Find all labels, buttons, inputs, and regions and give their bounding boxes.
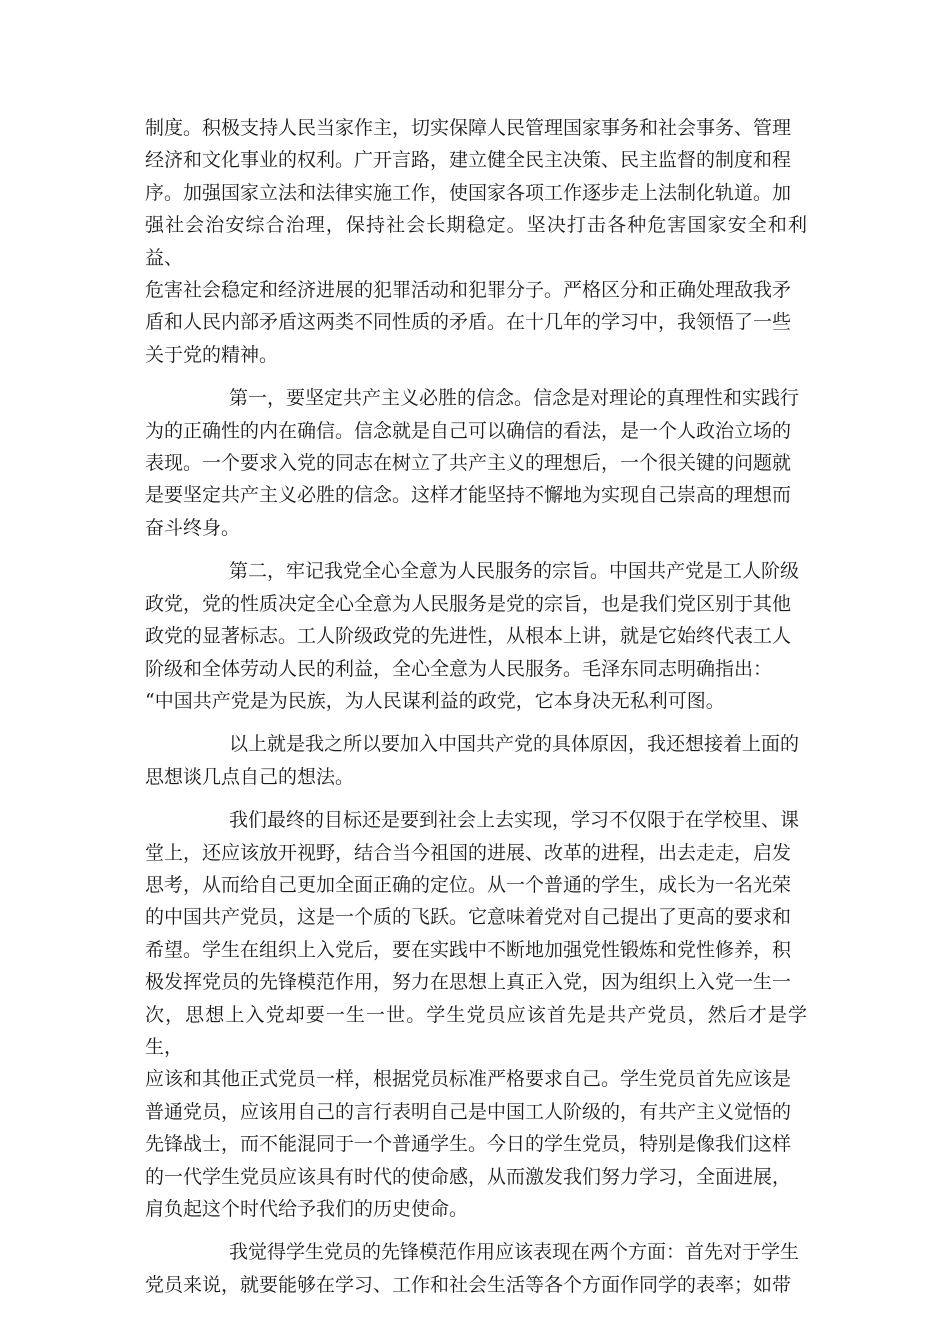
paragraph-4: 以上就是我之所以要加入中国共产党的具体原因，我还想接着上面的 思想谈几点自己的想法。 <box>145 733 800 788</box>
paragraph-3: 第二，牢记我党全心全意为人民服务的宗旨。中国共产党是工人阶级 政党，党的性质决定全心全意为人民服务是党的宗旨，也是我们党区别于其他 政党的显著标志。工人阶级政党的先进性，从根本上讲，就是它始终代表工人 阶级和全体劳动人民的利益，全心全意为人民服务。毛泽东同志明确指出： “中国共产党是为民族，为人民谋利益的政党，它本身决无私利可图。 <box>145 560 800 712</box>
paragraph-1: 制度。积极支持人民当家作主，切实保障人民管理国家事务和社会事务、管理 经济和文化事业的权利。广开言路，建立健全民主决策、民主监督的制度和程 序。加强国家立法和法律实施工作，使国家各项工作逐步走上法制化轨道。加 强社会治安综合治理，保持社会长期稳定。坚决打击各种危害国家安全和利益、 危害社会稳定和经济进展的犯罪活动和犯罪分子。严格区分和正确处理敌我矛 盾和人民内部矛盾这两类不同性质的矛盾。在十几年的学习中，我领悟了一些 关于党的精神。 <box>145 117 807 366</box>
paragraph-5: 我们最终的目标还是要到社会上去实现，学习不仅限于在学校里、课 堂上，还应该放开视野，结合当今祖国的进展、改革的进程，出去走走，启发 思考，从而给自己更加全面正确的定位。从一个普通的学生，成长为一名光荣 的中国共产党员，这是一个质的飞跃。它意味着党对自己提出了更高的要求和 希望。学生在组织上入党后，要在实践中不断地加强党性锻炼和党性修养，积 极发挥党员的先锋模范作用，努力在思想上真正入党，因为组织上入党一生一 次，思想上入党却要一生一世。学生党员应该首先是共产党员，然后才是学生， 应该和其他正式党员一样，根据党员标准严格要求自己。学生党员首先应该是 普通党员，应该用自己的言行表明自己是中国工人阶级的，有共产主义觉悟的 先锋战士，而不能混同于一个普通学生。今日的学生党员，特别是像我们这样 的一代学生党员应该具有时代的使命感，从而激发我们努力学习，全面进展， 肩负起这个时代给予我们的历史使命。 <box>145 809 807 1220</box>
paragraph-6: 我觉得学生党员的先锋模范作用应该表现在两个方面：首先对于学生 党员来说，就要能够在学习、工作和社会生活等各个方面作同学的表率；如带 <box>145 1241 800 1296</box>
document-body <box>145 112 807 1312</box>
paragraph-2: 第一，要坚定共产主义必胜的信念。信念是对理论的真理性和实践行 为的正确性的内在确信。信念就是自己可以确信的看法，是一个人政治立场的 表现。一个要求入党的同志在树立了共产主义的理想后，一个很关键的问题就 是要坚定共产主义必胜的信念。这样才能坚持不懈地为实现自己崇高的理想而 奋斗终身。 <box>145 387 800 539</box>
